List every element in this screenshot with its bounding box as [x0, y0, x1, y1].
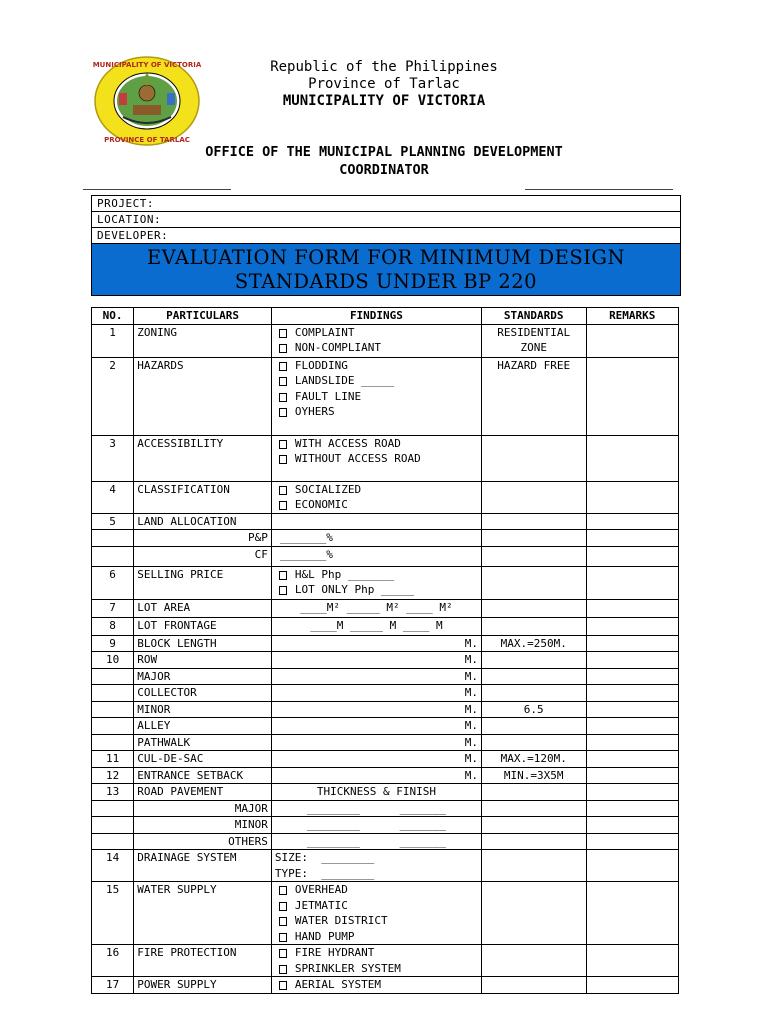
header-province: Province of Tarlac	[308, 76, 460, 92]
remarks-cell[interactable]	[586, 566, 679, 599]
office-line-1: OFFICE OF THE MUNICIPAL PLANNING DEVELOPMENT	[205, 144, 563, 160]
checkbox-fire-hydrant[interactable]: FIRE HYDRANT	[275, 945, 478, 961]
header-republic: Republic of the Philippines	[270, 59, 498, 75]
row-lot-frontage: 8 LOT FRONTAGE ____M _____ M ____ M	[92, 617, 679, 635]
remarks-cell[interactable]	[586, 784, 679, 801]
lot-area-field[interactable]: ____M² _____ M² ____ M²	[271, 599, 481, 617]
remarks-cell[interactable]	[586, 817, 679, 834]
checkbox-with-access-road[interactable]: WITH ACCESS ROAD	[275, 436, 478, 452]
remarks-cell[interactable]	[586, 357, 679, 435]
remarks-cell[interactable]	[586, 751, 679, 768]
remarks-cell[interactable]	[586, 668, 679, 685]
row-lot-area: 7 LOT AREA ____M² _____ M² ____ M²	[92, 599, 679, 617]
row-row-collector: COLLECTOR M.	[92, 685, 679, 702]
checkbox-without-access-road[interactable]: WITHOUT ACCESS ROAD	[275, 451, 478, 467]
checkbox-complaint[interactable]: COMPLAINT	[275, 325, 478, 341]
checkbox-sprinkler-system[interactable]: SPRINKLER SYSTEM	[275, 961, 478, 977]
checkbox-h-and-l[interactable]: H&L Php _______	[275, 567, 478, 583]
remarks-cell[interactable]	[586, 599, 679, 617]
row-row-minor: MINOR M. 6.5	[92, 701, 679, 718]
remarks-cell[interactable]	[586, 718, 679, 735]
row-row-major: MAJOR M.	[92, 668, 679, 685]
row-row-alley: ALLEY M.	[92, 718, 679, 735]
checkbox-non-compliant[interactable]: NON-COMPLIANT	[275, 340, 478, 356]
remarks-cell[interactable]	[586, 767, 679, 784]
evaluation-table	[91, 307, 679, 994]
checkbox-water-district[interactable]: WATER DISTRICT	[275, 913, 478, 929]
drainage-type-field[interactable]: TYPE: ________	[274, 866, 375, 880]
remarks-cell[interactable]	[586, 513, 679, 530]
checkbox-aerial-system[interactable]: AERIAL SYSTEM	[275, 977, 478, 993]
row-pavement-others: OTHERS ________ _______	[92, 833, 679, 850]
row-hazards: 2 HAZARDS FLODDING LANDSLIDE _____ FAULT LINE OYHERS HAZARD FREE	[92, 357, 679, 435]
col-remarks: REMARKS	[586, 308, 679, 325]
row-row: 10 ROW M.	[92, 652, 679, 669]
svg-text:PROVINCE OF TARLAC: PROVINCE OF TARLAC	[104, 136, 190, 144]
row-land-allocation-pp: P&P _______%	[92, 530, 679, 547]
pp-percent-field[interactable]: _______%	[271, 530, 481, 547]
row-block-length: 9 BLOCK LENGTH M. MAX.=250M.	[92, 635, 679, 652]
checkbox-jetmatic[interactable]: JETMATIC	[275, 898, 478, 914]
row-fire-protection: 16 FIRE PROTECTION FIRE HYDRANT SPRINKLER SYSTEM	[92, 945, 679, 977]
developer-field[interactable]: DEVELOPER:	[97, 229, 169, 242]
form-title-banner	[92, 243, 680, 295]
project-field[interactable]: PROJECT:	[92, 196, 680, 212]
row-pavement-minor: MINOR ________ _______	[92, 817, 679, 834]
header-office	[0, 143, 768, 179]
row-zoning: 1 ZONING COMPLAINT NON-COMPLIANT RESIDENTIAL ZONE	[92, 324, 679, 357]
office-line-2: COORDINATOR	[339, 162, 429, 178]
cf-percent-field[interactable]: _______%	[271, 546, 481, 566]
header-municipality: MUNICIPALITY OF VICTORIA	[282, 93, 486, 109]
remarks-cell[interactable]	[586, 530, 679, 547]
project-info-box	[91, 195, 681, 296]
remarks-cell[interactable]	[586, 685, 679, 702]
remarks-cell[interactable]	[586, 481, 679, 513]
remarks-cell[interactable]	[586, 833, 679, 850]
divider-left	[83, 189, 231, 190]
remarks-cell[interactable]	[586, 977, 679, 994]
divider-right	[525, 189, 673, 190]
checkbox-economic[interactable]: ECONOMIC	[275, 497, 478, 513]
checkbox-hand-pump[interactable]: HAND PUMP	[275, 929, 478, 945]
svg-text:MUNICIPALITY OF VICTORIA: MUNICIPALITY OF VICTORIA	[93, 61, 201, 69]
remarks-cell[interactable]	[586, 800, 679, 817]
row-pavement-major: MAJOR ________ _______	[92, 800, 679, 817]
drainage-size-field[interactable]: SIZE: ________	[274, 851, 375, 864]
row-selling-price: 6 SELLING PRICE H&L Php _______ LOT ONLY Php _____	[92, 566, 679, 599]
checkbox-overhead[interactable]: OVERHEAD	[275, 882, 478, 898]
banner-line-2: STANDARDS UNDER BP 220	[234, 270, 538, 293]
checkbox-socialized[interactable]: SOCIALIZED	[275, 482, 478, 498]
row-cul-de-sac: 11 CUL-DE-SAC M. MAX.=120M.	[92, 751, 679, 768]
row-land-allocation: 5 LAND ALLOCATION	[92, 513, 679, 530]
row-entrance-setback: 12 ENTRANCE SETBACK M. MIN.=3X5M	[92, 767, 679, 784]
remarks-cell[interactable]	[586, 945, 679, 977]
zoning-findings	[271, 324, 481, 357]
location-field[interactable]: LOCATION:	[92, 212, 680, 228]
checkbox-fault-line[interactable]: FAULT LINE	[275, 389, 478, 405]
remarks-cell[interactable]	[586, 850, 679, 882]
remarks-cell[interactable]	[586, 435, 679, 481]
row-drainage-system: 14 DRAINAGE SYSTEM SIZE: ________ TYPE: ________	[92, 850, 679, 882]
remarks-cell[interactable]	[586, 734, 679, 751]
row-power-supply: 17 POWER SUPPLY AERIAL SYSTEM	[92, 977, 679, 994]
row-water-supply: 15 WATER SUPPLY OVERHEAD JETMATIC WATER DISTRICT HAND PUMP	[92, 882, 679, 945]
col-standards: STANDARDS	[481, 308, 586, 325]
col-particulars: PARTICULARS	[134, 308, 272, 325]
table-header-row	[92, 308, 679, 325]
row-land-allocation-cf: CF _______%	[92, 546, 679, 566]
row-classification: 4 CLASSIFICATION SOCIALIZED ECONOMIC	[92, 481, 679, 513]
checkbox-landslide[interactable]: LANDSLIDE _____	[275, 373, 478, 389]
row-row-pathwalk: PATHWALK M.	[92, 734, 679, 751]
remarks-cell[interactable]	[586, 324, 679, 357]
lot-frontage-field[interactable]: ____M _____ M ____ M	[271, 617, 481, 635]
row-accessibility: 3 ACCESSIBILITY WITH ACCESS ROAD WITHOUT ACCESS ROAD	[92, 435, 679, 481]
checkbox-flodding[interactable]: FLODDING	[275, 358, 478, 374]
remarks-cell[interactable]	[586, 882, 679, 945]
row-road-pavement: 13 ROAD PAVEMENT THICKNESS & FINISH	[92, 784, 679, 801]
remarks-cell[interactable]	[586, 617, 679, 635]
col-findings: FINDINGS	[271, 308, 481, 325]
checkbox-oyhers[interactable]: OYHERS	[275, 404, 478, 420]
remarks-cell[interactable]	[586, 701, 679, 718]
checkbox-lot-only[interactable]: LOT ONLY Php _____	[275, 582, 478, 598]
banner-line-1: EVALUATION FORM FOR MINIMUM DESIGN	[146, 246, 626, 269]
remarks-cell[interactable]	[586, 635, 679, 652]
remarks-cell[interactable]	[586, 652, 679, 669]
remarks-cell[interactable]	[586, 546, 679, 566]
col-no: NO.	[92, 308, 134, 325]
